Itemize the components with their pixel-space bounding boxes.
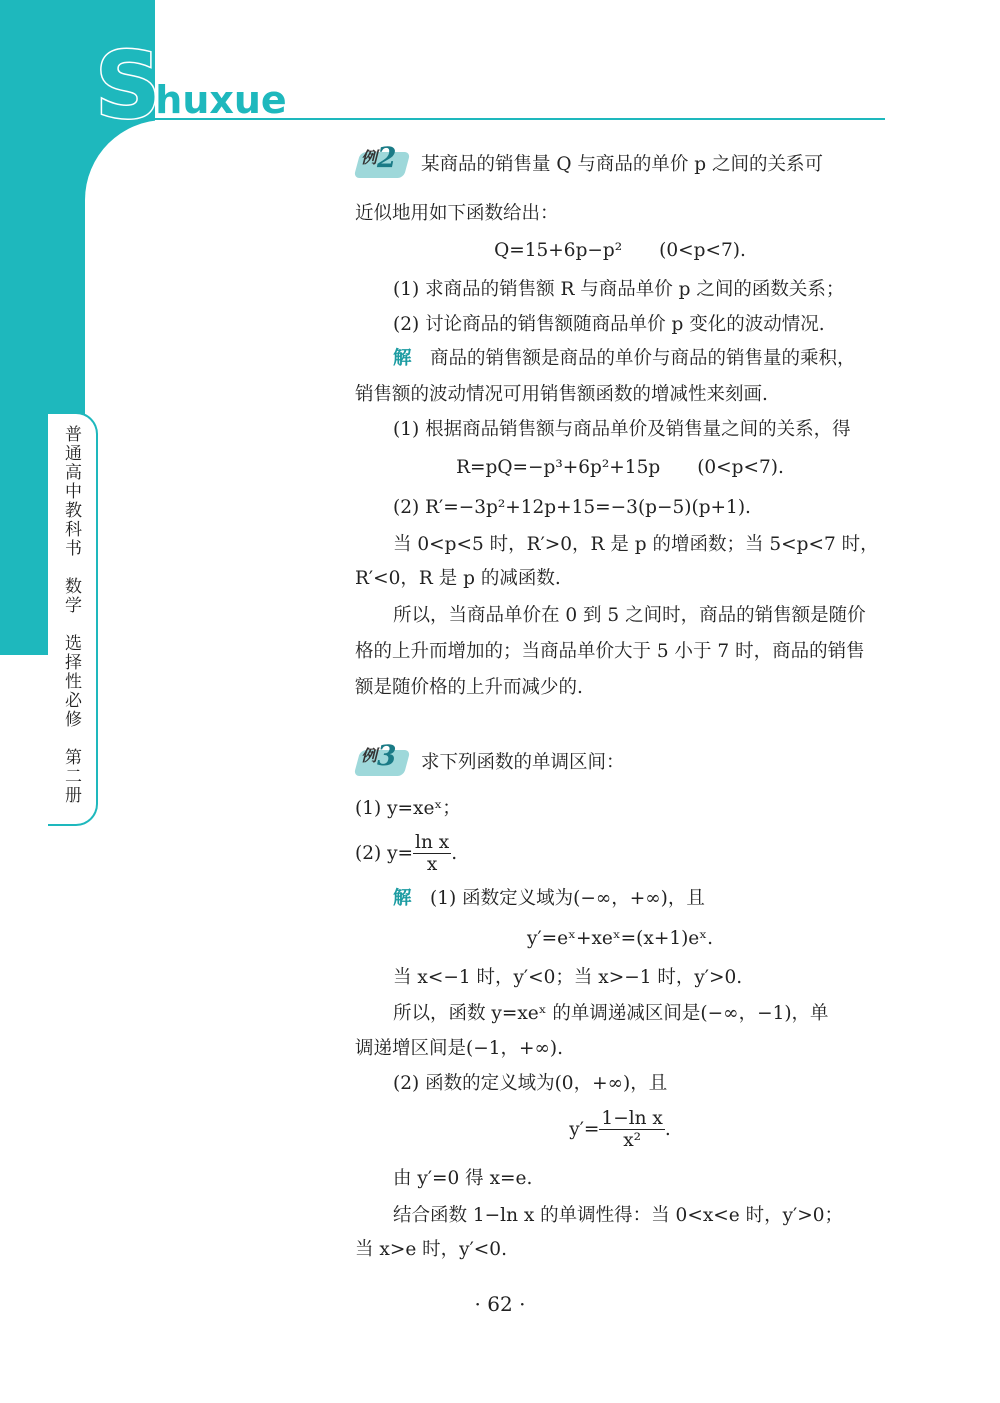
solution-text: (1) 函数定义域为(−∞，+∞)，且 bbox=[430, 888, 705, 909]
example3-step6-line2: 当 x>e 时，y′<0. bbox=[355, 1239, 507, 1260]
example3-step2: 当 x<−1 时，y′<0；当 x>−1 时，y′>0. bbox=[393, 967, 743, 988]
q2-denominator: x bbox=[426, 854, 438, 876]
solution-label: 解 bbox=[393, 888, 412, 909]
example3-question1: (1) y=xeˣ； bbox=[355, 798, 461, 819]
solution-text: 商品的销售额是商品的单价与商品的销售量的乘积， bbox=[430, 348, 856, 369]
side-tab-text: 普通高中教科书 数学 选择性必修 第二册 bbox=[61, 425, 81, 805]
example3-step4: (2) 函数的定义域为(0，+∞)，且 bbox=[393, 1073, 668, 1094]
example2-intro-line1 bbox=[355, 141, 824, 182]
example2-badge bbox=[355, 141, 411, 182]
example3-solution-line1 bbox=[393, 890, 705, 909]
example3-step3-line2: 调递增区间是(−1，+∞). bbox=[355, 1038, 563, 1059]
example3-badge bbox=[355, 739, 411, 780]
q2-fraction bbox=[413, 832, 451, 876]
example2-step1: (1) 根据商品销售额与商品单价及销售量之间的关系，得 bbox=[393, 419, 851, 440]
example2-step1-formula: R=pQ=−p³+6p²+15p (0<p<7). bbox=[456, 457, 784, 478]
example2-question2: (2) 讨论商品的销售额随商品单价 p 变化的波动情况. bbox=[393, 314, 825, 335]
example2-intro-line2: 近似地用如下函数给出： bbox=[355, 203, 559, 224]
example2-formula: Q=15+6p−p² (0<p<7). bbox=[494, 240, 746, 261]
example2-step4-line1: 所以，当商品单价在 0 到 5 之间时，商品的销售额是随价 bbox=[393, 605, 866, 626]
example3-intro-text: 求下列函数的单调区间： bbox=[421, 752, 625, 773]
brand-initial: S bbox=[95, 32, 162, 139]
s4-numerator: 1−ln x bbox=[601, 1108, 663, 1129]
brand-rest: huxue bbox=[155, 78, 287, 122]
q2-suffix: . bbox=[451, 842, 458, 864]
solution-label: 解 bbox=[393, 348, 412, 369]
example3-step6-line1: 结合函数 1−ln x 的单调性得：当 0<x<e 时，y′>0； bbox=[393, 1205, 844, 1226]
badge-number: 2 bbox=[377, 141, 397, 174]
example3-step4-formula bbox=[355, 1108, 885, 1152]
example3-question2 bbox=[355, 832, 457, 876]
example2-question1: (1) 求商品的销售额 R 与商品单价 p 之间的函数关系； bbox=[393, 279, 845, 300]
example3-step5: 由 y′=0 得 x=e. bbox=[393, 1168, 533, 1189]
example2-step4-line2: 格的上升而增加的；当商品单价大于 5 小于 7 时，商品的销售 bbox=[355, 641, 865, 662]
page-number: · 62 · bbox=[474, 1292, 526, 1316]
example2-solution-line1 bbox=[393, 350, 856, 369]
s4-fraction bbox=[599, 1108, 664, 1152]
badge-number: 3 bbox=[377, 739, 397, 772]
example2-step2: (2) R′=−3p²+12p+15=−3(p−5)(p+1). bbox=[393, 497, 751, 518]
example2-step4-line3: 额是随价格的上升而减少的. bbox=[355, 677, 583, 698]
example2-intro-text: 某商品的销售量 Q 与商品的单价 p 之间的关系可 bbox=[421, 154, 824, 175]
example2-step3-line1: 当 0<p<5 时，R′>0，R 是 p 的增函数；当 5<p<7 时， bbox=[393, 534, 879, 555]
s4-suffix: . bbox=[664, 1118, 671, 1140]
example2-solution-line2: 销售额的波动情况可用销售额函数的增减性来刻画. bbox=[355, 384, 768, 405]
badge-label: 例 bbox=[361, 148, 378, 167]
badge-label: 例 bbox=[361, 746, 378, 765]
brand-logo bbox=[95, 32, 287, 139]
q2-prefix: (2) y= bbox=[355, 842, 414, 864]
example3-step1-formula: y′=eˣ+xeˣ=(x+1)eˣ. bbox=[527, 928, 713, 949]
example3-step3-line1: 所以，函数 y=xeˣ 的单调递减区间是(−∞，−1)，单 bbox=[393, 1003, 829, 1024]
example3-intro bbox=[355, 739, 625, 780]
s4-denominator: x² bbox=[623, 1130, 642, 1152]
q2-numerator: ln x bbox=[415, 832, 450, 853]
s4-prefix: y′= bbox=[569, 1118, 600, 1140]
sidebar-curve bbox=[85, 120, 285, 680]
example2-step3-line2: R′<0，R 是 p 的减函数. bbox=[355, 568, 561, 589]
